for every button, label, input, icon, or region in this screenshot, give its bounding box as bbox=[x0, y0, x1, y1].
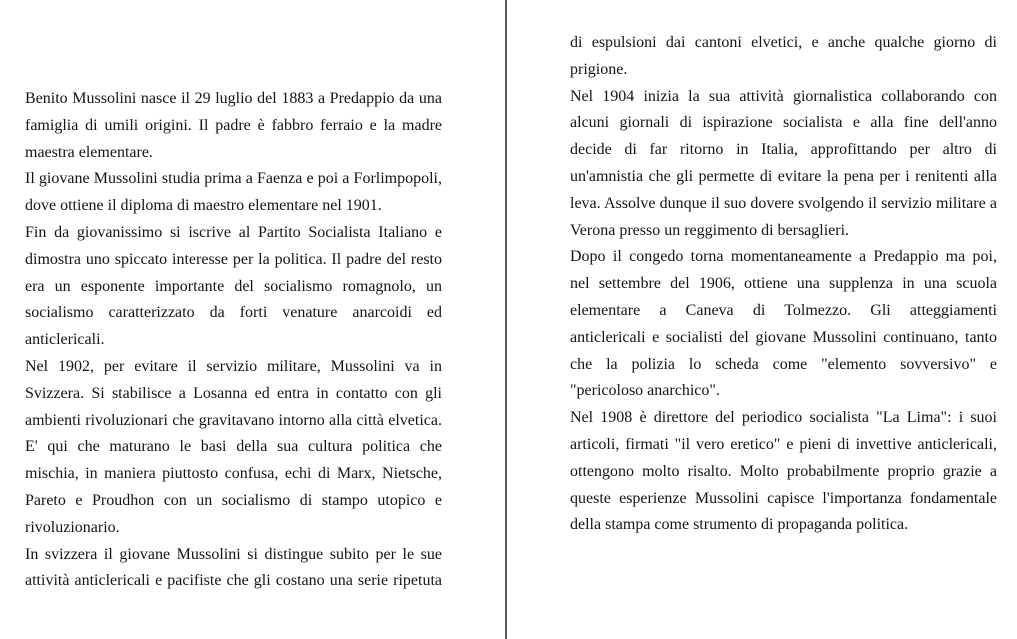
text-line: di espulsioni dai cantoni elvetici, e anche qualche giorno di bbox=[570, 34, 997, 51]
text-line: alcuni giornali di ispirazione socialista e alla fine dell'anno bbox=[570, 114, 997, 132]
paragraph bbox=[25, 166, 442, 220]
text-line: mischia, in maniera piuttosto confusa, echi di Marx, Nietsche, bbox=[25, 465, 442, 483]
paragraph bbox=[570, 244, 997, 405]
right-page-text bbox=[570, 30, 997, 539]
paragraph bbox=[570, 405, 997, 539]
text-line: Fin da giovanissimo si iscrive al Partito Socialista Italiano e bbox=[25, 223, 442, 241]
text-line: leva. Assolve dunque il suo dovere svolgendo il servizio militare a bbox=[570, 194, 997, 212]
text-line: della stampa come strumento di propaganda politica. bbox=[570, 516, 909, 534]
paragraph bbox=[25, 542, 442, 596]
text-line: Verona presso un reggimento di bersaglieri. bbox=[570, 221, 850, 239]
text-line: nel settembre del 1906, ottiene una supplenza in una scuola bbox=[570, 275, 997, 293]
left-page-text bbox=[25, 86, 442, 595]
text-line: attività anticlericali e pacifiste che gli costano una serie ripetuta bbox=[25, 572, 442, 590]
paragraph bbox=[25, 354, 442, 542]
text-line: dimostra uno spiccato interesse per la politica. Il padre del resto bbox=[25, 250, 442, 268]
text-line: Nel 1908 è direttore del periodico socialista "La Lima": i suoi bbox=[570, 409, 997, 427]
text-line: In svizzera il giovane Mussolini si distingue subito per le sue bbox=[25, 545, 442, 563]
paragraph bbox=[570, 84, 997, 245]
text-line: Nel 1904 inizia la sua attività giornalistica collaborando con bbox=[570, 87, 997, 105]
text-line: famiglia di umili origini. Il padre è fabbro ferraio e la madre bbox=[25, 116, 442, 134]
text-line: Pareto e Proudhon con un socialismo di stampo utopico e bbox=[25, 491, 442, 509]
text-line: che la polizia lo scheda come "elemento sovversivo" e bbox=[570, 355, 997, 373]
paragraph bbox=[25, 220, 442, 354]
text-line: queste esperienze Mussolini capisce l'importanza fondamentale bbox=[570, 489, 997, 507]
paragraph bbox=[25, 86, 442, 166]
text-line: dove ottiene il diploma di maestro elementare nel 1901. bbox=[25, 197, 382, 215]
text-line: Dopo il congedo torna momentaneamente a Predappio ma poi, bbox=[570, 248, 997, 266]
text-line: Nel 1902, per evitare il servizio militare, Mussolini va in bbox=[25, 357, 442, 375]
paragraph bbox=[570, 30, 997, 84]
text-line: prigione. bbox=[570, 60, 628, 78]
text-line: articoli, firmati "il vero eretico" e pieni di invettive anticlericali, bbox=[570, 435, 997, 453]
text-line: ambienti rivoluzionari che gravitavano intorno alla città elvetica. bbox=[25, 411, 442, 429]
page-spine-divider bbox=[505, 0, 507, 639]
text-line: socialismo caratterizzato da forti venature anarcoidi ed bbox=[25, 304, 442, 322]
text-line: ottengono molto risalto. Molto probabilmente proprio grazie a bbox=[570, 462, 997, 480]
text-line: anticlericali e socialisti del giovane Mussolini continuano, tanto bbox=[570, 328, 997, 346]
text-line: era un esponente importante del socialismo romagnolo, un bbox=[25, 277, 442, 295]
text-line: E' qui che maturano le basi della sua cultura politica che bbox=[25, 438, 442, 456]
text-line: Il giovane Mussolini studia prima a Faenza e poi a Forlimpopoli, bbox=[25, 170, 442, 188]
text-line: maestra elementare. bbox=[25, 143, 153, 161]
text-line: anticlericali. bbox=[25, 331, 105, 349]
text-line: Benito Mussolini nasce il 29 luglio del 1883 a Predappio da una bbox=[25, 90, 442, 107]
text-line: "pericoloso anarchico". bbox=[570, 382, 720, 400]
text-line: rivoluzionario. bbox=[25, 518, 120, 536]
text-line: Svizzera. Si stabilisce a Losanna ed entra in contatto con gli bbox=[25, 384, 442, 402]
text-line: decide di far ritorno in Italia, approfittando per altro di bbox=[570, 141, 997, 159]
text-line: elementare a Caneva di Tolmezzo. Gli atteggiamenti bbox=[570, 301, 997, 319]
text-line: un'amnistia che gli permette di evitare la pena per i renitenti alla bbox=[570, 167, 997, 185]
